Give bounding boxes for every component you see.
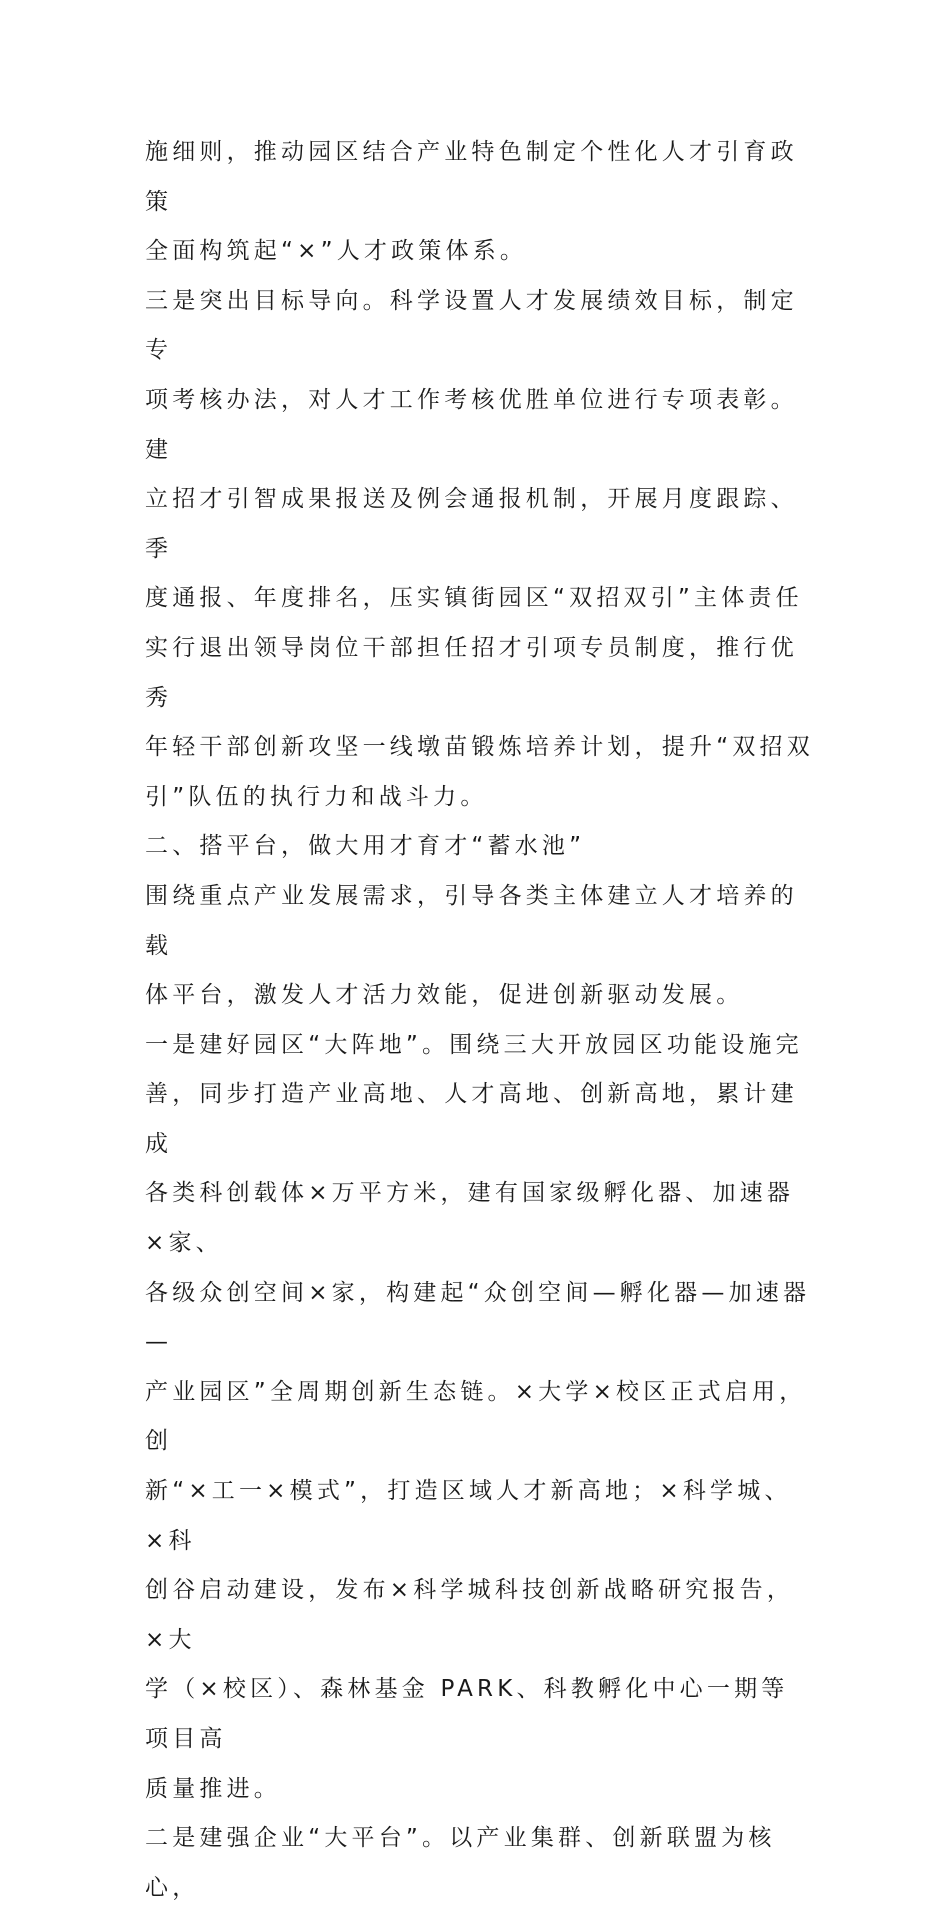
paragraph-enterprise-platform: 二是建强企业“大平台”。以产业集群、创新联盟为核心，	[145, 1825, 776, 1901]
paragraph-platform-intro: 围绕重点产业发展需求，引导各类主体建立人才培养的载 体平台，激发人才活力效能，促进创新驱动发展。	[145, 882, 798, 1009]
paragraph-policy-system: 施细则，推动园区结合产业特色制定个性化人才引育政策 全面构筑起“×”人才政策体系。	[145, 139, 798, 265]
document-body	[145, 128, 815, 1913]
paragraph-goal-orientation: 三是突出目标导向。科学设置人才发展绩效目标，制定专 项考核办法，对人才工作考核优胜单位进行专项表彰。建 立招才引智成果报送及例会通报机制，开展月度跟踪、季 度通报、年度排名，压实镇街园区“双招双引”主体责任 实行退出领导岗位干部担任招才引项专员制度，推行优秀 年轻干部创新攻坚一线墩苗锻炼培养计划，提升“双招双 引”队伍的执行力和战斗力。	[145, 287, 814, 810]
section-heading-platform: 二、搭平台，做大用才育才“蓄水池”	[145, 833, 586, 860]
paragraph-park-base: 一是建好园区“大阵地”。围绕三大开放园区功能设施完 善，同步打造产业高地、人才高地、创新高地，累计建成 各类科创载体×万平方米，建有国家级孵化器、加速器×家、 各级众创空间×家，构建起“众创空间—孵化器—加速器— 产业园区”全周期创新生态链。×大学×校区正式启用，创 新“×工一×模式”，打造区域人才新高地；×科学城、×科 创谷启动建设，发布×科学城科技创新战略研究报告，×大 学（×校区）、森林基金 PARK、科教孵化中心一期等项目高 质量推进。	[145, 1031, 811, 1802]
